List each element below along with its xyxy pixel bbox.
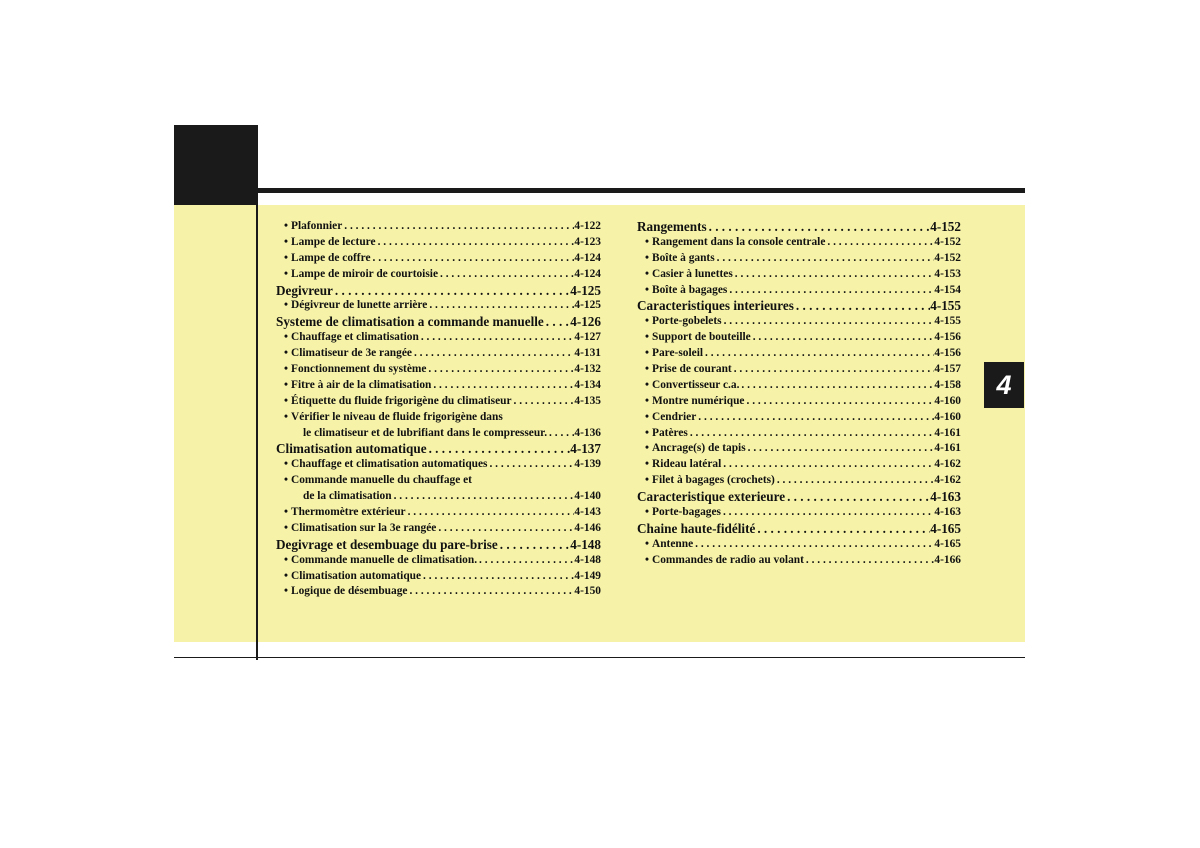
dot-leader <box>745 394 935 410</box>
toc-entry-page: 4-161 <box>934 426 961 439</box>
bullet-icon: • <box>284 220 288 232</box>
bullet-icon: • <box>284 347 288 360</box>
bullet-icon: • <box>284 474 288 487</box>
toc-entry-page: 4-160 <box>934 394 961 407</box>
toc-entry-label: Fonctionnement du système <box>291 363 427 376</box>
toc-section-entry <box>276 441 601 457</box>
bullet-icon: • <box>284 394 288 407</box>
dot-leader <box>498 537 571 553</box>
dot-leader <box>755 521 930 537</box>
bullet-icon: • <box>284 251 288 264</box>
toc-entry <box>637 457 961 473</box>
toc-entry-page: 4-153 <box>934 267 961 280</box>
toc-entry-label: Degivreur <box>276 282 333 298</box>
dot-leader <box>333 283 570 299</box>
dot-leader <box>732 362 935 378</box>
toc-entry-label: Étiquette du fluide frigorigène du climatiseur <box>291 394 512 407</box>
toc-entry <box>276 553 601 569</box>
bullet-icon: • <box>284 363 288 376</box>
dot-leader <box>421 569 574 585</box>
toc-entry <box>276 505 601 521</box>
toc-entry-label: Support de bouteille <box>652 331 751 344</box>
toc-entry <box>637 362 961 378</box>
dot-leader <box>722 314 935 330</box>
dot-leader <box>412 346 574 362</box>
toc-entry <box>276 410 601 426</box>
toc-entry-page: 4-163 <box>930 489 961 505</box>
toc-column-right <box>637 219 961 569</box>
dot-leader <box>707 219 931 235</box>
dot-leader <box>547 426 574 442</box>
bullet-icon: • <box>645 553 649 566</box>
toc-entry-page: 4-155 <box>930 298 961 314</box>
dot-leader <box>438 267 574 283</box>
dot-leader <box>427 298 574 314</box>
dot-leader <box>427 441 571 457</box>
toc-entry-label: Lampe de coffre <box>291 251 371 264</box>
bullet-icon: • <box>645 537 649 550</box>
bullet-icon: • <box>284 506 288 519</box>
toc-entry <box>637 394 961 410</box>
bullet-icon: • <box>645 315 649 328</box>
dot-leader <box>696 410 934 426</box>
toc-entry-page: 4-137 <box>570 441 601 457</box>
bullet-icon: • <box>284 235 288 248</box>
dot-leader <box>407 584 574 600</box>
toc-entry-label: Systeme de climatisation a commande manuelle <box>276 314 544 330</box>
bullet-icon: • <box>284 267 288 280</box>
toc-entry-page: 4-139 <box>574 458 601 471</box>
dot-leader <box>419 330 575 346</box>
bullet-icon: • <box>645 410 649 423</box>
toc-entry-page: 4-146 <box>574 521 601 534</box>
bullet-icon: • <box>284 521 288 534</box>
toc-entry-label: Cendrier <box>652 410 697 423</box>
toc-entry-page: 4-156 <box>934 331 961 344</box>
dot-leader <box>721 457 934 473</box>
toc-section-entry <box>276 537 601 553</box>
dot-leader <box>751 330 935 346</box>
toc-entry-page: 4-156 <box>934 347 961 360</box>
toc-entry <box>276 569 601 585</box>
toc-entry-label: Vérifier le niveau de fluide frigorigène dans <box>291 410 503 423</box>
toc-entry <box>276 362 601 378</box>
toc-entry <box>637 314 961 330</box>
toc-section-entry <box>637 219 961 235</box>
footer-rule <box>174 657 1025 658</box>
toc-entry <box>637 346 961 362</box>
toc-entry <box>276 330 601 346</box>
toc-entry <box>276 346 601 362</box>
toc-entry-label: Boîte à bagages <box>652 283 728 296</box>
dot-leader <box>693 537 934 553</box>
toc-entry-label: Commandes de radio au volant <box>652 553 804 566</box>
dot-leader <box>775 473 935 489</box>
toc-section-entry <box>637 298 961 314</box>
toc-entry-page: 4-154 <box>934 283 961 296</box>
toc-entry-page: 4-166 <box>934 553 961 566</box>
toc-entry-page: 4-150 <box>574 585 601 598</box>
dot-leader <box>342 219 574 235</box>
toc-entry <box>637 473 961 489</box>
toc-entry-page: 4-148 <box>574 553 601 566</box>
toc-entry-label: de la climatisation <box>303 490 392 503</box>
toc-entry-label: Caracteristique exterieure <box>637 489 786 505</box>
toc-entry-label: Lampe de miroir de courtoisie <box>291 267 439 280</box>
bullet-icon: • <box>645 251 649 264</box>
dot-leader <box>688 426 935 442</box>
bullet-icon: • <box>284 585 288 598</box>
dot-leader <box>721 505 934 521</box>
dot-leader <box>804 553 935 569</box>
toc-entry-page: 4-155 <box>934 315 961 328</box>
toc-entry-page: 4-140 <box>574 490 601 503</box>
toc-entry-label: Degivrage et desembuage du pare-brise <box>276 536 498 552</box>
chapter-tab: 4 <box>984 362 1024 408</box>
dot-leader <box>739 378 934 394</box>
dot-leader <box>715 251 935 267</box>
toc-entry <box>637 267 961 283</box>
toc-entry-label: Caracteristiques interieures <box>637 298 794 314</box>
dot-leader <box>512 394 575 410</box>
toc-entry-page: 4-127 <box>574 331 601 344</box>
toc-entry-label: Porte-bagages <box>652 506 721 519</box>
toc-entry-page: 4-162 <box>934 458 961 471</box>
dot-leader <box>727 283 934 299</box>
toc-entry-page: 4-157 <box>934 363 961 376</box>
bullet-icon: • <box>645 235 649 248</box>
toc-entry-page: 4-152 <box>934 235 961 248</box>
bullet-icon: • <box>284 410 288 423</box>
toc-entry <box>637 441 961 457</box>
toc-entry-page: 4-136 <box>574 426 601 439</box>
bullet-icon: • <box>284 378 288 391</box>
toc-entry-page: 4-158 <box>934 378 961 391</box>
toc-entry-label: Patères <box>652 426 688 439</box>
toc-entry-page: 4-143 <box>574 506 601 519</box>
dot-leader <box>794 298 930 314</box>
toc-entry <box>276 267 601 283</box>
dot-leader <box>371 251 575 267</box>
bullet-icon: • <box>645 331 649 344</box>
toc-entry-label: Rideau latéral <box>652 458 722 471</box>
toc-entry-page: 4-165 <box>934 537 961 550</box>
toc-entry <box>637 283 961 299</box>
toc-entry-page: 4-134 <box>574 378 601 391</box>
toc-entry-label: Climatisation sur la 3e rangée <box>291 521 437 534</box>
bullet-icon: • <box>645 347 649 360</box>
dot-leader <box>544 314 570 330</box>
toc-entry-page: 4-124 <box>574 251 601 264</box>
toc-entry-page: 4-125 <box>574 299 601 312</box>
toc-entry-page: 4-162 <box>934 474 961 487</box>
toc-entry-label: Pare-soleil <box>652 347 704 360</box>
dot-leader <box>785 489 930 505</box>
dot-leader <box>477 553 574 569</box>
toc-entry <box>276 235 601 251</box>
toc-entry <box>276 584 601 600</box>
toc-entry-label: Casier à lunettes <box>652 267 733 280</box>
toc-entry-label: Lampe de lecture <box>291 235 376 248</box>
bullet-icon: • <box>645 458 649 471</box>
toc-entry-label: Boîte à gants <box>652 251 715 264</box>
toc-section-entry <box>637 521 961 537</box>
toc-entry-page: 4-123 <box>574 235 601 248</box>
toc-entry-label: Chauffage et climatisation automatiques <box>291 458 488 471</box>
toc-entry-page: 4-149 <box>574 569 601 582</box>
toc-entry-page: 4-135 <box>574 394 601 407</box>
bullet-icon: • <box>645 442 649 455</box>
toc-entry <box>276 394 601 410</box>
toc-entry <box>276 378 601 394</box>
toc-entry-page: 4-165 <box>930 520 961 536</box>
toc-entry-page: 4-152 <box>930 219 961 234</box>
toc-entry <box>276 521 601 537</box>
toc-entry-label: Chaine haute-fidélité <box>637 520 756 536</box>
toc-entry-label: Rangement dans la console centrale <box>652 235 826 248</box>
toc-entry-label: Convertisseur c.a. <box>652 378 740 391</box>
toc-entry-label: Thermomètre extérieur <box>291 506 406 519</box>
dot-leader <box>746 441 935 457</box>
toc-entry-page: 4-148 <box>570 536 601 552</box>
toc-entry-page: 4-125 <box>570 282 601 298</box>
toc-entry-label: le climatiseur et de lubrifiant dans le compresseur. <box>303 426 548 439</box>
bullet-icon: • <box>645 363 649 376</box>
toc-entry <box>637 330 961 346</box>
toc-entry-label: Chauffage et climatisation <box>291 331 419 344</box>
toc-entry-page: 4-124 <box>574 267 601 280</box>
toc-entry-page: 4-163 <box>934 506 961 519</box>
toc-entry <box>276 219 601 235</box>
toc-entry-page: 4-122 <box>574 220 601 232</box>
toc-entry-label: Commande manuelle du chauffage et <box>291 474 472 487</box>
toc-entry-label: Porte-gobelets <box>652 315 722 328</box>
bullet-icon: • <box>284 458 288 471</box>
bullet-icon: • <box>645 283 649 296</box>
dot-leader <box>487 457 574 473</box>
toc-entry <box>276 251 601 267</box>
toc-entry <box>276 298 601 314</box>
header-rule <box>258 188 1025 193</box>
toc-column-left <box>276 219 601 600</box>
toc-entry <box>276 457 601 473</box>
dot-leader <box>825 235 934 251</box>
toc-entry-page: 4-152 <box>934 251 961 264</box>
dot-leader <box>436 521 574 537</box>
toc-entry-label: Dégivreur de lunette arrière <box>291 299 428 312</box>
toc-section-entry <box>276 283 601 299</box>
toc-entry-page: 4-131 <box>574 347 601 360</box>
bullet-icon: • <box>645 378 649 391</box>
toc-entry-page: 4-161 <box>934 442 961 455</box>
toc-entry <box>637 553 961 569</box>
toc-entry-page: 4-160 <box>934 410 961 423</box>
toc-entry-label: Logique de désembuage <box>291 585 408 598</box>
toc-entry <box>637 426 961 442</box>
toc-entry <box>637 505 961 521</box>
toc-entry <box>276 489 601 505</box>
toc-entry-label: Fitre à air de la climatisation <box>291 378 432 391</box>
toc-entry <box>637 235 961 251</box>
toc-entry <box>637 410 961 426</box>
bullet-icon: • <box>284 331 288 344</box>
dot-leader <box>406 505 575 521</box>
toc-entry-page: 4-126 <box>570 314 601 330</box>
margin-rule <box>256 125 258 660</box>
bullet-icon: • <box>645 474 649 487</box>
toc-entry <box>276 426 601 442</box>
toc-entry-label: Antenne <box>652 537 694 550</box>
bullet-icon: • <box>284 299 288 312</box>
toc-entry-label: Prise de courant <box>652 363 732 376</box>
bullet-icon: • <box>645 426 649 439</box>
toc-entry-label: Montre numérique <box>652 394 745 407</box>
toc-section-entry <box>276 314 601 330</box>
toc-entry-label: Filet à bagages (crochets) <box>652 474 775 487</box>
dot-leader <box>733 267 935 283</box>
toc-entry-page: 4-132 <box>574 363 601 376</box>
toc-entry-label: Commande manuelle de climatisation. <box>291 553 478 566</box>
dot-leader <box>431 378 574 394</box>
dot-leader <box>703 346 934 362</box>
dot-leader <box>376 235 575 251</box>
toc-entry-label: Climatiseur de 3e rangée <box>291 347 412 360</box>
toc-section-entry <box>637 489 961 505</box>
toc-entry <box>637 251 961 267</box>
toc-entry-label: Rangements <box>637 219 707 234</box>
toc-entry <box>276 473 601 489</box>
header-black-block <box>174 125 258 205</box>
toc-entry-label: Plafonnier <box>291 220 343 232</box>
bullet-icon: • <box>645 506 649 519</box>
dot-leader <box>392 489 575 505</box>
dot-leader <box>426 362 574 378</box>
toc-entry <box>637 378 961 394</box>
toc-entry-label: Climatisation automatique <box>291 569 422 582</box>
bullet-icon: • <box>284 553 288 566</box>
bullet-icon: • <box>645 267 649 280</box>
toc-entry <box>637 537 961 553</box>
toc-entry-label: Ancrage(s) de tapis <box>652 442 746 455</box>
bullet-icon: • <box>645 394 649 407</box>
toc-entry-label: Climatisation automatique <box>276 441 427 457</box>
bullet-icon: • <box>284 569 288 582</box>
